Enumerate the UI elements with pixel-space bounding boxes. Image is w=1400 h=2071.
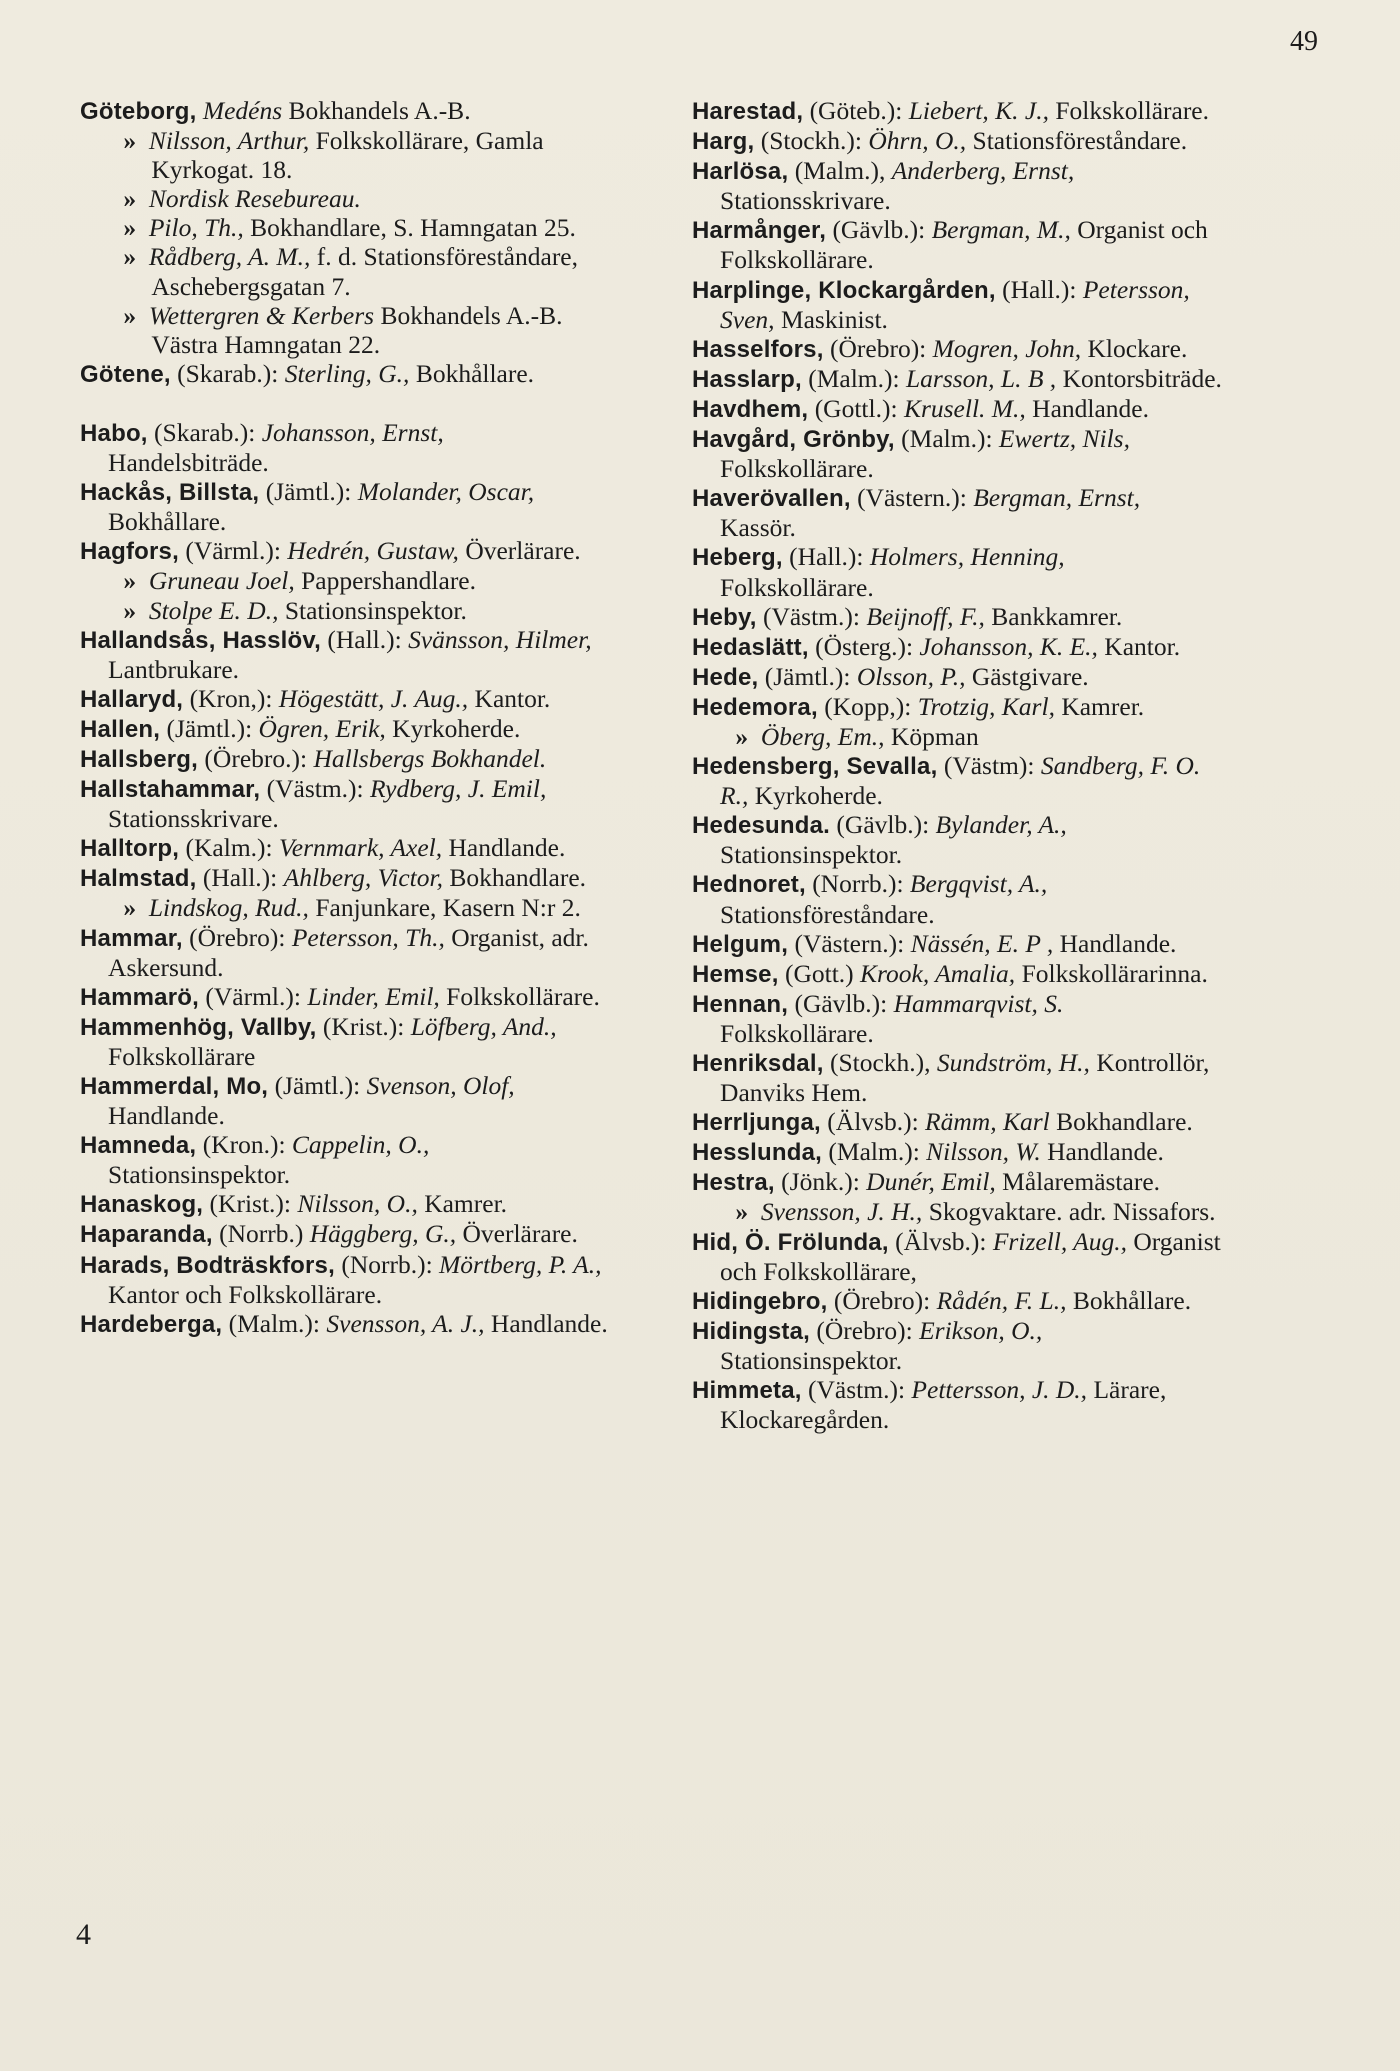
occupation: Klockare. <box>1087 333 1188 363</box>
person-name: Olsson, P., <box>856 661 966 691</box>
region-code: (Jämtl.): <box>166 713 253 743</box>
occupation: Stationsskrivare. <box>108 804 279 834</box>
occupation: Maskinist. <box>780 304 888 334</box>
region-code: (Gävlb.): <box>836 810 930 840</box>
directory-entry <box>80 625 610 684</box>
place-name: Himmeta, <box>692 1377 802 1405</box>
person-name: Johansson, Ernst, <box>261 417 444 447</box>
person-name: Anderberg, Ernst, <box>891 156 1075 186</box>
occupation: Kantor och Folkskollärare. <box>108 1279 383 1309</box>
directory-entry <box>692 1286 1222 1316</box>
person-name: Öhrn, O., <box>868 126 967 156</box>
occupation: Kontrollör, Danviks Hem. <box>720 1048 1210 1108</box>
person-name: Högestätt, J. Aug., <box>278 683 469 713</box>
person-name: Molander, Oscar, <box>357 477 535 507</box>
place-name: Habo, <box>80 419 148 447</box>
directory-entry <box>692 1107 1222 1137</box>
directory-entry-continuation <box>80 126 610 184</box>
directory-entry <box>692 869 1222 928</box>
region-code: (Kron,): <box>189 683 273 713</box>
directory-entry <box>692 662 1222 692</box>
directory-entry-continuation <box>80 242 610 300</box>
region-code: (Gävlb.): <box>832 215 926 245</box>
person-name: Nilsson, O., <box>297 1189 418 1219</box>
region-code: (Norrb.): <box>341 1249 433 1279</box>
region-code: (Stockh.), <box>829 1048 931 1077</box>
region-code: (Kopp,): <box>824 691 912 721</box>
occupation: Folkskollärarinna. <box>1021 958 1208 988</box>
occupation: Bokhandlare. <box>1056 1107 1193 1137</box>
region-code: (Västm.): <box>762 601 860 631</box>
place-name: Hallandsås, Hasslöv, <box>80 626 321 654</box>
person-name: Dunér, Emil, <box>866 1167 996 1197</box>
directory-entry-continuation <box>80 184 610 213</box>
person-name: Hammarqvist, S. <box>893 988 1064 1018</box>
directory-entry <box>80 684 610 714</box>
occupation: Kantor. <box>1104 631 1181 661</box>
place-name: Harads, Bodträskfors, <box>80 1251 335 1279</box>
place-name: Hasslarp, <box>692 365 802 393</box>
person-name: Sterling, G., <box>284 358 410 388</box>
person-name: Medéns <box>202 96 283 125</box>
region-code: (Örebro.): <box>204 743 308 773</box>
directory-entry <box>692 424 1222 483</box>
directory-entry <box>692 156 1222 215</box>
directory-entry <box>692 692 1222 722</box>
place-name: Hede, <box>692 663 759 691</box>
person-name: Stolpe E. D., <box>148 595 279 625</box>
directory-entry <box>80 923 610 982</box>
person-name: Svensson, J. H., <box>760 1197 923 1227</box>
place-name: Hallstahammar, <box>80 776 261 804</box>
person-name: Vernmark, Axel, <box>279 833 443 863</box>
occupation: Handlande. <box>448 833 566 863</box>
region-code: (Hall.): <box>1002 274 1077 304</box>
person-name: Bergman, M., <box>931 215 1071 245</box>
region-code: (Kalm.): <box>185 833 273 863</box>
occupation: Stationsskrivare. <box>720 186 891 216</box>
region-code: (Malm.): <box>901 424 993 454</box>
region-code: (Hall.): <box>327 624 402 654</box>
occupation: Bokhandels A.-B. Västra Hamngatan 22. <box>151 300 563 359</box>
place-name: Hammar, <box>80 924 183 952</box>
place-name: Hestra, <box>692 1169 775 1197</box>
person-name: Löfberg, And., <box>410 1011 557 1041</box>
ditto-mark: » <box>123 595 137 625</box>
occupation: Stationsföreståndare. <box>720 899 935 929</box>
directory-entry <box>80 744 610 774</box>
occupation: Överlärare. <box>462 1219 578 1249</box>
place-name: Hanaskog, <box>80 1191 204 1219</box>
place-name: Hammenhög, Vallby, <box>80 1013 317 1041</box>
directory-entry-continuation <box>80 301 610 359</box>
place-name: Haverövallen, <box>692 485 851 513</box>
region-code: (Örebro): <box>189 922 286 952</box>
region-code: (Hall.): <box>789 542 864 572</box>
directory-entry <box>692 275 1222 334</box>
occupation: Organist och Folkskollärare. <box>720 215 1208 275</box>
occupation: Stationsinspektor. <box>108 1160 291 1190</box>
occupation: Stationsinspektor. <box>720 1345 903 1375</box>
occupation: Folkskollärare. <box>720 454 874 484</box>
ditto-mark: » <box>123 126 137 156</box>
place-name: Henriksdal, <box>692 1050 824 1077</box>
place-name: Heberg, <box>692 544 783 572</box>
person-name: Trotzig, Karl, <box>917 691 1055 721</box>
directory-entry <box>80 536 610 566</box>
directory-entry <box>692 542 1222 601</box>
directory-entry <box>80 714 610 744</box>
region-code: (Göteb.): <box>809 96 903 125</box>
place-name: Hennan, <box>692 990 789 1018</box>
person-name: Sandberg, F. O. R., <box>720 751 1201 811</box>
region-code: (Västern.): <box>857 483 967 513</box>
occupation: Bokhållare. <box>108 507 227 537</box>
region-code: (Malm.): <box>228 1308 320 1338</box>
occupation: Handlande. <box>1059 928 1177 958</box>
directory-entry <box>692 929 1222 959</box>
place-name: Hasselfors, <box>692 335 824 363</box>
occupation: Gästgivare. <box>971 661 1089 691</box>
directory-entry <box>80 1012 610 1071</box>
place-name: Hednoret, <box>692 871 806 899</box>
occupation: Kassör. <box>720 513 796 543</box>
ditto-mark: » <box>123 893 137 923</box>
directory-entry <box>692 483 1222 542</box>
ditto-mark: » <box>123 242 137 272</box>
occupation: Bankkamrer. <box>991 601 1123 631</box>
person-name: Nässén, E. P , <box>910 928 1054 958</box>
ditto-mark: » <box>123 300 137 330</box>
place-name: Hallaryd, <box>80 685 184 713</box>
directory-entry <box>80 833 610 863</box>
place-name: Hackås, Billsta, <box>80 479 260 507</box>
directory-entry <box>692 751 1222 810</box>
directory-entry <box>80 1309 610 1339</box>
occupation: Kyrkoherde. <box>754 781 883 811</box>
region-code: (Älvsb.): <box>827 1107 919 1137</box>
place-name: Herrljunga, <box>692 1109 821 1137</box>
occupation: Handelsbiträde. <box>108 448 269 478</box>
ditto-mark: » <box>735 1197 749 1227</box>
region-code: (Västm.): <box>808 1375 906 1405</box>
page-number: 49 <box>1290 26 1318 57</box>
printer-signature: 4 <box>76 1918 91 1951</box>
directory-entry <box>692 334 1222 364</box>
place-name: Haparanda, <box>80 1221 213 1249</box>
occupation: Fanjunkare, Kasern N:r 2. <box>315 893 581 923</box>
region-code: (Krist.): <box>322 1011 405 1041</box>
person-name: Larsson, L. B , <box>905 363 1057 393</box>
ditto-mark: » <box>123 213 137 243</box>
person-name: Ewertz, Nils, <box>998 424 1130 454</box>
place-name: Harmånger, <box>692 217 827 245</box>
person-name: Mogren, John, <box>932 333 1082 363</box>
place-name: Göteborg, <box>80 98 197 125</box>
person-name: Pilo, Th., <box>148 213 244 243</box>
directory-entry <box>692 1048 1222 1107</box>
place-name: Hedemora, <box>692 693 818 721</box>
region-code: (Österg.): <box>815 631 914 661</box>
region-code: (Hall.): <box>202 863 278 893</box>
person-name: Petersson, Th., <box>291 922 445 952</box>
directory-entry <box>80 96 610 126</box>
person-name: Svensson, A. J., <box>326 1308 485 1338</box>
place-name: Götene, <box>80 360 171 388</box>
region-code: (Krist.): <box>209 1189 291 1219</box>
occupation: Folkskollärare. <box>446 981 600 1011</box>
place-name: Hallsberg, <box>80 745 199 773</box>
person-name: Rydberg, J. Emil, <box>370 774 547 804</box>
directory-entry <box>692 989 1222 1048</box>
directory-entry <box>80 863 610 893</box>
ditto-mark: » <box>123 184 137 214</box>
directory-entry <box>80 418 610 477</box>
place-name: Havgård, Grönby, <box>692 426 895 454</box>
person-name: Ahlberg, Victor, <box>283 863 443 893</box>
person-name: Svänsson, Hilmer, <box>408 624 592 654</box>
place-name: Hidingebro, <box>692 1287 828 1315</box>
person-name: Gruneau Joel, <box>148 566 295 596</box>
directory-entry <box>692 96 1222 126</box>
person-name: Frizell, Aug., <box>992 1226 1127 1256</box>
occupation: Målaremästare. <box>1002 1167 1161 1197</box>
person-name: Ögren, Erik, <box>258 713 386 743</box>
occupation: Kontorsbiträde. <box>1062 363 1222 393</box>
place-name: Hagfors, <box>80 538 179 566</box>
occupation: Bokhandlare, S. Hamngatan 25. <box>250 213 576 243</box>
person-name: Bergman, Ernst, <box>973 483 1141 513</box>
directory-entry-continuation <box>80 596 610 625</box>
region-code: (Västern.): <box>794 928 905 958</box>
occupation: Folkskollärare, Gamla Kyrkogat. 18. <box>151 126 544 185</box>
region-code: (Gott.) <box>784 958 854 988</box>
occupation: Stationsinspektor. <box>284 595 467 625</box>
person-name: Nilsson, W. <box>926 1137 1041 1167</box>
region-code: (Skarab.): <box>177 358 279 388</box>
directory-entry <box>692 632 1222 662</box>
directory-entry <box>692 215 1222 274</box>
directory-entry <box>692 126 1222 156</box>
person-name: Petersson, Sven, <box>720 274 1190 334</box>
person-name: Rådén, F. L., <box>936 1285 1067 1315</box>
occupation: Skogvaktare. adr. Nissafors. <box>928 1197 1216 1227</box>
directory-entry <box>692 959 1222 989</box>
place-name: Halltorp, <box>80 835 180 863</box>
occupation: Folkskollärare. <box>720 572 874 602</box>
region-code: (Örebro): <box>829 333 927 363</box>
person-name: Cappelin, O., <box>291 1130 430 1160</box>
place-name: Hidingsta, <box>692 1317 811 1345</box>
place-name: Harg, <box>692 128 755 156</box>
region-code: (Malm.): <box>828 1137 920 1167</box>
occupation: Handlande. <box>1032 393 1149 423</box>
occupation: Handlande. <box>490 1308 608 1338</box>
directory-entry <box>692 394 1222 424</box>
place-name: Hammerdal, Mo, <box>80 1073 269 1100</box>
directory-entry <box>692 1227 1222 1286</box>
region-code: (Kron.): <box>202 1130 286 1160</box>
directory-entry <box>692 1137 1222 1167</box>
region-code: (Jämtl.): <box>764 661 851 691</box>
person-name: Johansson, K. E., <box>919 631 1098 661</box>
occupation: Bokhandlare. <box>449 863 587 893</box>
region-code: (Västm.): <box>266 774 364 804</box>
person-name: Bylander, A., <box>935 810 1067 840</box>
occupation: Pappershandlare. <box>301 566 476 596</box>
directory-entry <box>692 1375 1222 1434</box>
directory-entry <box>80 1071 610 1130</box>
region-code: (Västm): <box>943 751 1035 781</box>
occupation: Organist och Folkskollärare, <box>720 1226 1221 1286</box>
place-name: Harestad, <box>692 98 804 125</box>
person-name: Holmers, Henning, <box>869 542 1065 572</box>
place-name: Hedaslätt, <box>692 633 809 661</box>
directory-entry <box>692 602 1222 632</box>
occupation: Kamrer. <box>424 1189 508 1219</box>
region-code: (Örebro): <box>833 1285 931 1315</box>
region-code: (Värml.): <box>185 536 281 566</box>
person-name: Öberg, Em., <box>760 721 885 751</box>
person-name: Wettergren & Kerbers <box>148 300 375 330</box>
person-name: Krook, Amalia, <box>860 958 1016 988</box>
place-name: Hid, Ö. Frölunda, <box>692 1228 889 1256</box>
directory-entry <box>692 364 1222 394</box>
region-code: (Jönk.): <box>781 1167 860 1197</box>
ditto-mark: » <box>735 721 749 751</box>
region-code: (Norrb.) <box>219 1219 304 1249</box>
region-code: (Malm.), <box>794 156 886 186</box>
place-name: Havdhem, <box>692 395 809 423</box>
place-name: Hardeberga, <box>80 1310 223 1338</box>
region-code: (Norrb.): <box>812 869 904 899</box>
occupation: Kyrkoherde. <box>392 713 521 743</box>
person-name: Nordisk Resebureau. <box>148 184 361 214</box>
place-name: Hallen, <box>80 715 161 743</box>
occupation: Bokhandels A.-B. <box>288 96 471 125</box>
directory-entry <box>80 1130 610 1189</box>
person-name: Beijnoff, F., <box>866 601 985 631</box>
region-code: (Örebro): <box>816 1315 913 1345</box>
occupation: Organist, adr. Askersund. <box>108 922 589 982</box>
place-name: Hammarö, <box>80 983 199 1011</box>
directory-entry-continuation <box>80 566 610 595</box>
directory-entry <box>692 810 1222 869</box>
person-name: Rådberg, A. M., <box>148 242 311 272</box>
directory-entry-continuation <box>80 893 610 922</box>
place-name: Halmstad, <box>80 865 197 893</box>
person-name: Linder, Emil, <box>307 981 440 1011</box>
occupation: Lärare, Klockaregården. <box>720 1375 1167 1435</box>
person-name: Nilsson, Arthur, <box>148 126 310 156</box>
occupation: f. d. Stationsföreståndare, Aschebergsgatan 7. <box>151 242 579 301</box>
region-code: (Skarab.): <box>154 417 256 447</box>
region-code: (Gävlb.): <box>794 988 888 1018</box>
occupation: Stationsföreståndare. <box>972 126 1188 156</box>
directory-entry <box>80 359 610 389</box>
ditto-mark: » <box>123 566 137 596</box>
occupation: Handlande. <box>1047 1137 1164 1167</box>
region-code: (Jämtl.): <box>274 1071 361 1100</box>
place-name: Harplinge, Klockargården, <box>692 276 996 304</box>
occupation: Överlärare. <box>465 536 581 566</box>
region-code: (Värml.): <box>205 981 301 1011</box>
directory-entry <box>80 774 610 833</box>
directory-entry <box>80 1250 610 1309</box>
directory-entry <box>692 1167 1222 1197</box>
occupation: Bokhållare. <box>415 358 535 388</box>
person-name: Erikson, O., <box>919 1315 1043 1345</box>
person-name: Hedrén, Gustaw, <box>287 536 459 566</box>
occupation: Lantbrukare. <box>108 654 240 684</box>
occupation: Bokhållare. <box>1072 1285 1192 1315</box>
person-name: Häggberg, G., <box>309 1219 457 1249</box>
place-name: Helgum, <box>692 930 789 958</box>
directory-entry-continuation <box>80 213 610 242</box>
directory-entry <box>80 477 610 536</box>
directory-entry-continuation <box>692 722 1222 751</box>
place-name: Hedensberg, Sevalla, <box>692 753 938 781</box>
occupation: Handlande. <box>108 1101 225 1131</box>
person-name: Krusell. M., <box>903 393 1026 423</box>
occupation: Köpman <box>890 721 979 751</box>
occupation: Folkskollärare <box>108 1041 256 1071</box>
region-code: (Stockh.): <box>760 126 863 156</box>
occupation: Kamrer. <box>1061 691 1145 721</box>
occupation: Stationsinspektor. <box>720 840 903 870</box>
person-name: Bergqvist, A., <box>909 869 1048 899</box>
directory-entry-continuation <box>692 1197 1222 1226</box>
directory-entry <box>80 982 610 1012</box>
left-column <box>80 96 610 1339</box>
directory-entry <box>692 1316 1222 1375</box>
person-name: Sundström, H., <box>936 1048 1090 1077</box>
region-code: (Jämtl.): <box>265 477 352 507</box>
right-column <box>692 96 1222 1434</box>
person-name: Rämm, Karl <box>925 1107 1050 1137</box>
occupation: Folkskollärare. <box>720 1018 874 1048</box>
region-code: (Älvsb.): <box>895 1226 987 1256</box>
person-name: Pettersson, J. D., <box>911 1375 1088 1405</box>
place-name: Hamneda, <box>80 1132 197 1160</box>
place-name: Hemse, <box>692 960 779 988</box>
occupation: Folkskollärare. <box>1055 96 1210 125</box>
person-name: Hallsbergs Bokhandel. <box>313 743 547 773</box>
place-name: Hedesunda. <box>692 812 831 840</box>
directory-entry <box>80 1219 610 1249</box>
region-code: (Gottl.): <box>814 393 898 423</box>
person-name: Lindskog, Rud., <box>148 893 309 923</box>
person-name: Liebert, K. J., <box>908 96 1049 125</box>
occupation: Kantor. <box>474 683 551 713</box>
directory-entry <box>80 1189 610 1219</box>
place-name: Hesslunda, <box>692 1139 823 1167</box>
person-name: Svenson, Olof, <box>366 1071 515 1100</box>
place-name: Harlösa, <box>692 158 789 186</box>
region-code: (Malm.): <box>808 363 900 393</box>
place-name: Heby, <box>692 603 757 631</box>
person-name: Mörtberg, P. A., <box>439 1249 602 1279</box>
